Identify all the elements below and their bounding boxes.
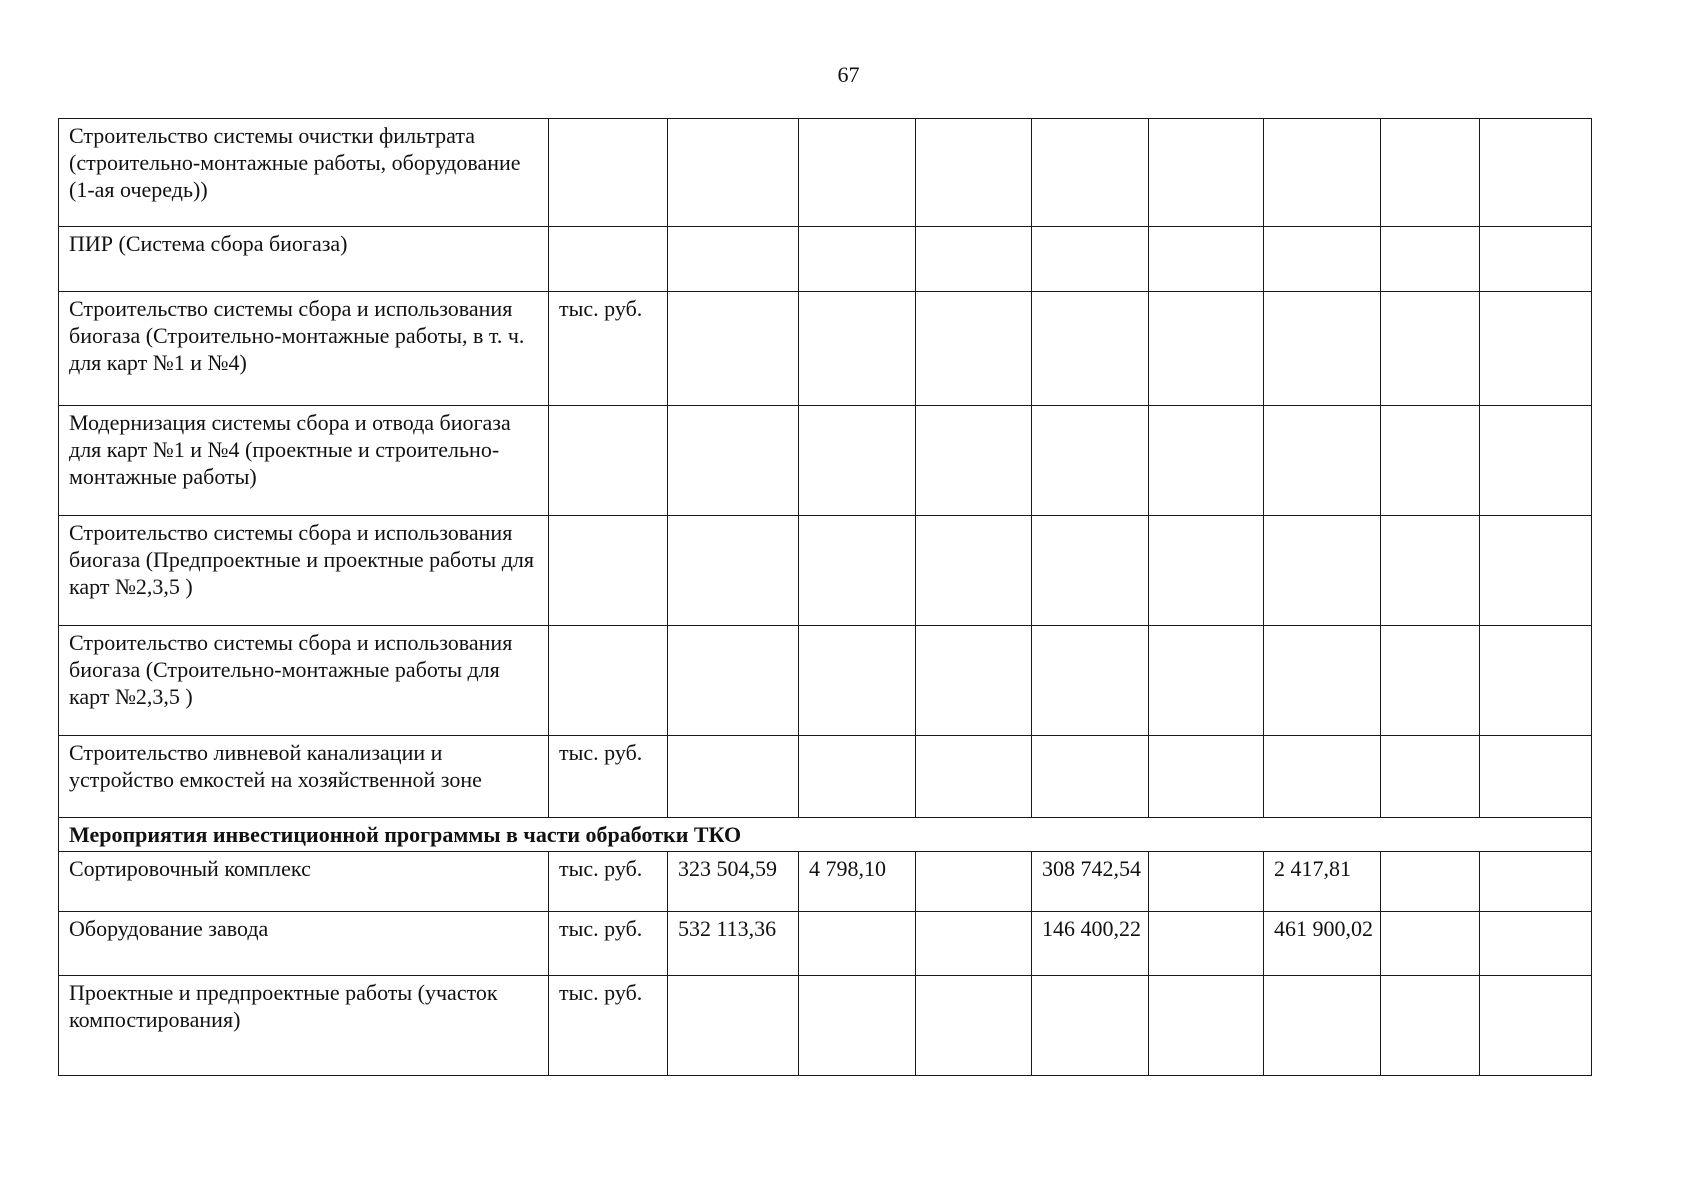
investment-program-table: [58, 118, 1592, 1076]
value-cell: [1480, 626, 1592, 736]
value-cell: [1381, 912, 1480, 976]
table-row: [59, 736, 1592, 818]
value-cell: [1381, 736, 1480, 818]
page-number: 67: [837, 62, 860, 87]
value-cell: [1381, 292, 1480, 406]
value-cell: [799, 227, 916, 292]
value-cell: [1149, 976, 1264, 1076]
value-cell: [916, 736, 1032, 818]
value-cell: [1149, 292, 1264, 406]
value-cell: [668, 626, 799, 736]
table-row: [59, 976, 1592, 1076]
value-cell: [1480, 852, 1592, 912]
value-cell: 461 900,02: [1264, 912, 1381, 976]
value-cell: [1149, 736, 1264, 818]
item-name-cell: Строительство системы сбора и использования биогаза (Строительно-монтажные работы для карт №2,3,5 ): [59, 626, 549, 736]
value-cell: [1032, 516, 1149, 626]
value-cell: 532 113,36: [668, 912, 799, 976]
value-cell: [1149, 119, 1264, 227]
value-cell: [1480, 516, 1592, 626]
value-cell: [799, 736, 916, 818]
item-name-cell: Строительство системы сбора и использования биогаза (Строительно-монтажные работы, в т. ч. для карт №1 и №4): [59, 292, 549, 406]
unit-cell: [549, 119, 668, 227]
value-cell: [1480, 292, 1592, 406]
value-cell: [916, 119, 1032, 227]
value-cell: [916, 516, 1032, 626]
value-cell: [799, 976, 916, 1076]
value-cell: 308 742,54: [1032, 852, 1149, 912]
value-cell: [1032, 292, 1149, 406]
value-cell: [1149, 227, 1264, 292]
value-cell: [1480, 119, 1592, 227]
unit-cell: тыс. руб.: [549, 736, 668, 818]
item-name-cell: Проектные и предпроектные работы (участок компостирования): [59, 976, 549, 1076]
section-header-row: [59, 818, 1592, 852]
unit-cell: тыс. руб.: [549, 852, 668, 912]
value-cell: [1381, 852, 1480, 912]
table-row: [59, 227, 1592, 292]
unit-cell: тыс. руб.: [549, 912, 668, 976]
value-cell: [1032, 976, 1149, 1076]
value-cell: [668, 516, 799, 626]
table-row: [59, 516, 1592, 626]
value-cell: 146 400,22: [1032, 912, 1149, 976]
value-cell: [799, 292, 916, 406]
value-cell: [916, 976, 1032, 1076]
item-name-cell: Строительство ливневой канализации и устройство емкостей на хозяйственной зоне: [59, 736, 549, 818]
value-cell: [799, 119, 916, 227]
value-cell: [1149, 912, 1264, 976]
value-cell: [916, 227, 1032, 292]
value-cell: [1032, 119, 1149, 227]
value-cell: [1381, 227, 1480, 292]
item-name-cell: Сортировочный комплекс: [59, 852, 549, 912]
value-cell: 4 798,10: [799, 852, 916, 912]
value-cell: [1381, 406, 1480, 516]
value-cell: [1480, 406, 1592, 516]
section-title: Мероприятия инвестиционной программы в части обработки ТКО: [59, 818, 1592, 852]
value-cell: [916, 852, 1032, 912]
value-cell: [1480, 736, 1592, 818]
value-cell: [1264, 516, 1381, 626]
value-cell: [799, 626, 916, 736]
value-cell: 323 504,59: [668, 852, 799, 912]
value-cell: [668, 292, 799, 406]
item-name-cell: Строительство системы сбора и использования биогаза (Предпроектные и проектные работы для карт №2,3,5 ): [59, 516, 549, 626]
value-cell: [799, 406, 916, 516]
value-cell: [1381, 626, 1480, 736]
value-cell: 2 417,81: [1264, 852, 1381, 912]
unit-cell: [549, 516, 668, 626]
table-row: [59, 292, 1592, 406]
item-name-cell: Оборудование завода: [59, 912, 549, 976]
value-cell: [1480, 976, 1592, 1076]
table-row: [59, 852, 1592, 912]
value-cell: [668, 227, 799, 292]
unit-cell: тыс. руб.: [549, 976, 668, 1076]
value-cell: [1149, 516, 1264, 626]
value-cell: [1264, 976, 1381, 1076]
value-cell: [1480, 227, 1592, 292]
value-cell: [1032, 406, 1149, 516]
value-cell: [799, 912, 916, 976]
value-cell: [668, 976, 799, 1076]
value-cell: [1149, 852, 1264, 912]
value-cell: [1264, 227, 1381, 292]
value-cell: [1149, 406, 1264, 516]
value-cell: [916, 626, 1032, 736]
value-cell: [1264, 292, 1381, 406]
value-cell: [916, 912, 1032, 976]
table-row: [59, 406, 1592, 516]
item-name-cell: Строительство системы очистки фильтрата (строительно-монтажные работы, оборудование (1-ая очередь)): [59, 119, 549, 227]
value-cell: [1381, 516, 1480, 626]
value-cell: [916, 406, 1032, 516]
value-cell: [668, 119, 799, 227]
unit-cell: [549, 626, 668, 736]
value-cell: [1264, 406, 1381, 516]
value-cell: [1032, 736, 1149, 818]
item-name-cell: ПИР (Система сбора биогаза): [59, 227, 549, 292]
table-row: [59, 626, 1592, 736]
value-cell: [1480, 912, 1592, 976]
table-row: [59, 912, 1592, 976]
value-cell: [1149, 626, 1264, 736]
value-cell: [1032, 626, 1149, 736]
unit-cell: [549, 406, 668, 516]
unit-cell: [549, 227, 668, 292]
value-cell: [1381, 119, 1480, 227]
value-cell: [1264, 119, 1381, 227]
item-name-cell: Модернизация системы сбора и отвода биогаза для карт №1 и №4 (проектные и строительно-монтажные работы): [59, 406, 549, 516]
value-cell: [668, 406, 799, 516]
value-cell: [668, 736, 799, 818]
value-cell: [1264, 736, 1381, 818]
unit-cell: тыс. руб.: [549, 292, 668, 406]
value-cell: [1381, 976, 1480, 1076]
value-cell: [1264, 626, 1381, 736]
value-cell: [916, 292, 1032, 406]
value-cell: [799, 516, 916, 626]
value-cell: [1032, 227, 1149, 292]
table-row: [59, 119, 1592, 227]
